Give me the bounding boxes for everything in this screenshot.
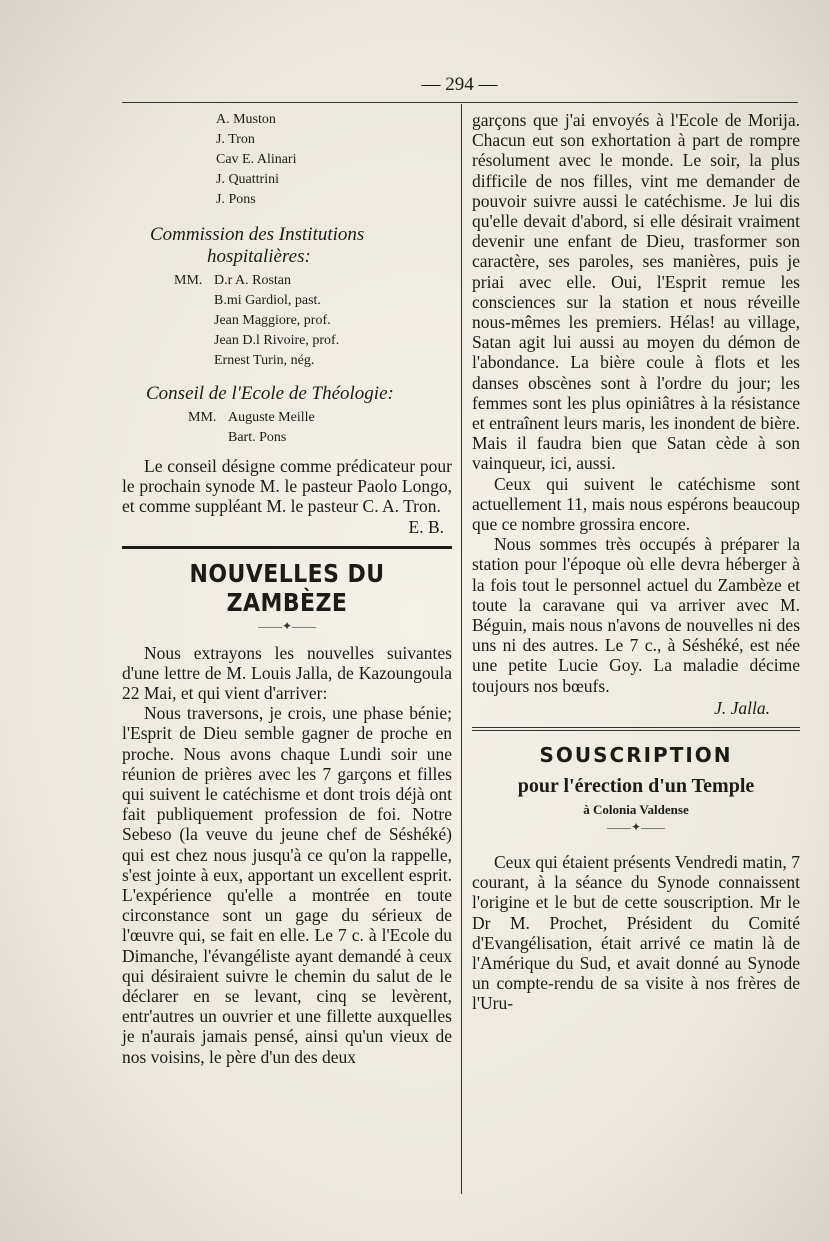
committee-list: [122, 110, 452, 210]
letter-paragraph: garçons que j'ai envoyés à l'Ecole de Morija. Chacun eut son exhortation à part de rompre résolument avec le monde. Le soir, la plus difficile de nos filles, vint me demander de pouvoir suivre aussi le catéchisme. Je lui dis qu'elle devait d'abord, si elle désirait vraiment devenir une enfant de Dieu, trasformer son caractère, ses paroles, ses manières, puis je priai avec elle. Oui, l'Esprit remue les consciences sur la station et nous réveille nous-mêmes les premiers. Hélas! au village, Satan agit lui aussi au moyen du démon de l'abondance. La bière coule à flots et les danses obscènes sont à l'ordre du jour; les femmes sont les plus opiniâtres à la résistance et entraînent leurs maris, les inondent de bière. Mais il faudra bien que Satan cède à son vainqueur, ici, aussi.: [472, 110, 800, 474]
commission-members: [122, 271, 452, 371]
commission-heading: Commission des Institutions hospitalières:: [150, 224, 365, 267]
souscription-location: à Colonia Valdense: [583, 801, 689, 817]
list-item: J. Tron: [216, 132, 255, 147]
section-rule: [122, 546, 452, 549]
letter-paragraph: Nous sommes très occupés à préparer la station pour l'époque où elle devra héberger à la fois tout le personnel actuel du Zambèze et toute la caravane qui va arriver avec M. Béguin, mais nous n'avons de nouvelles ni des uns ni des autres. Le 7 c., à Séshéké, est née une petite Lucie Goy. La maladie décime toujours nos bœufs.: [472, 534, 800, 696]
letter-continuation: [472, 110, 800, 696]
list-item: Cav E. Alinari: [216, 152, 297, 167]
list-item: A. Muston: [216, 112, 276, 127]
ornament-divider: ——✦——: [257, 618, 317, 633]
souscription-title: SOUSCRIPTION: [539, 742, 733, 767]
member-row: Jean Maggiore, prof.: [214, 313, 331, 328]
conseil-signature: E. B.: [408, 516, 444, 537]
column-divider: [461, 104, 462, 1194]
souscription-paragraph: Ceux qui étaient présents Vendredi matin, 7 courant, à la séance du Synode connaissent l'origine et le but de cette souscription. Mr le Dr M. Prochet, Président du Comité d'Evangélisation, était arrivé ce matin là de l'Amérique du Sud, et avait donné au Synode un compte-rendu de sa visite à nos frères de l'Uru-: [472, 851, 800, 1014]
letter-signature: J. Jalla.: [714, 697, 770, 718]
page-number: — 294 —: [421, 74, 498, 95]
member-row: Ernest Turin, nég.: [214, 353, 315, 368]
zambeze-title: NOUVELLES DU ZAMBÈZE: [189, 558, 385, 617]
conseil-heading: Conseil de l'Ecole de Théologie:: [146, 383, 394, 404]
list-item: J. Quattrini: [216, 172, 279, 187]
conseil-paragraph: Le conseil désigne comme prédicateur pour le prochain synode M. le pasteur Paolo Longo, et comme suppléant M. le pasteur C. A. Tron.: [122, 456, 452, 517]
member-row: MM. Auguste Meille: [188, 410, 315, 425]
letter-paragraph: Nous traversons, je crois, une phase bénie; l'Esprit de Dieu semble gagner de proche en proche. Nous avons chaque Lundi soir une réunion de prières avec les 7 garçons et filles qui suivent le catéchisme et dont trois déjà ont fait publiquement profession de foi. Notre Sebeso (la veuve du jeune chef de Séshéké) qui est chez nous jusqu'à ce qu'on la rappelle, s'est jointe à eux, apportant un excellent esprit. L'expérience qu'elle a montrée en toute circonstance sont un gage du sérieux de l'œuvre qui, se fait en elle. Le 7 c. à l'Ecole du Dimanche, l'évangéliste ayant demandé à ceux qui désiraient suivre le chemin du salut de le déclarer en se levant, cinq se levèrent, entr'autres un ouvrier et une fillette auxquelles je n'aurais jamais pensé, ainsi qu'un vieux de nos voisins, le père d'un des deux: [122, 703, 452, 1067]
list-item: J. Pons: [216, 192, 256, 207]
member-row: Jean D.l Rivoire, prof.: [214, 333, 340, 348]
member-row: Bart. Pons: [228, 430, 287, 445]
ornament-divider: ——✦——: [606, 819, 666, 834]
left-column: [122, 110, 452, 1067]
header-rule: [122, 102, 798, 103]
letter-paragraph: Ceux qui suivent le catéchisme sont actuellement 11, mais nous espérons beaucoup que ce nombre grossira encore.: [472, 473, 800, 535]
zambeze-article: [122, 643, 452, 1067]
souscription-article: [472, 852, 800, 1014]
member-row: B.mi Gardiol, past.: [214, 293, 321, 308]
member-row: MM. D.r A. Rostan: [174, 273, 291, 288]
section-rule: [472, 727, 800, 731]
intro-paragraph: Nous extrayons les nouvelles suivantes d'une lettre de M. Louis Jalla, de Kazoungoula 22 Mai, et qui vient d'arriver:: [122, 642, 452, 704]
conseil-members: [122, 408, 452, 448]
souscription-subtitle: pour l'érection d'un Temple: [517, 774, 755, 797]
right-column: [472, 110, 800, 1014]
